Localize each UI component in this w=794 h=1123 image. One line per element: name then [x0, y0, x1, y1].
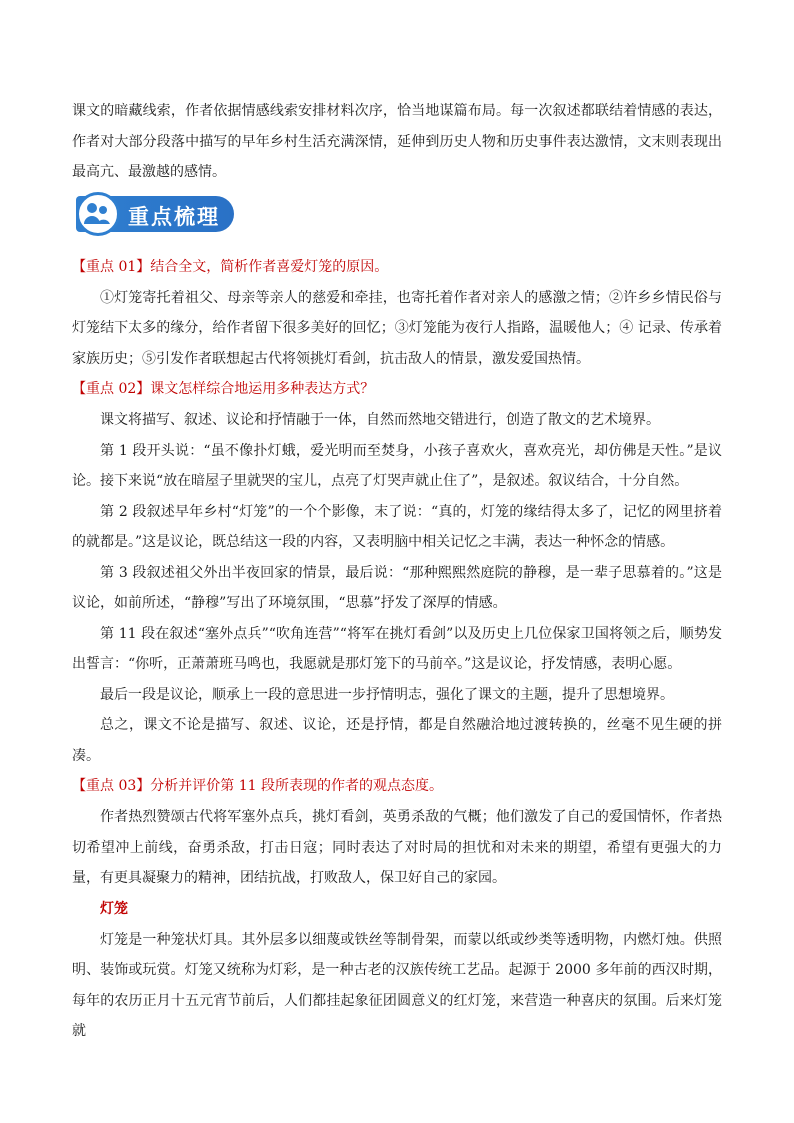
- section-badge: [72, 190, 722, 242]
- key-point-tag: 【重点 03】: [72, 778, 151, 794]
- key-point-03: [72, 771, 722, 802]
- key-point-question: 分析并评价第 11 段所表现的作者的观点态度。: [150, 778, 443, 794]
- answer-paragraph: 课文将描写、叙述、议论和抒情融于一体，自然而然地交错进行，创造了散文的艺术境界。: [100, 412, 660, 428]
- answer-paragraph: ①灯笼寄托着祖父、母亲等亲人的慈爱和牵挂，也寄托着作者对亲人的感激之情；②许乡乡情民俗与灯笼结下太多的缘分，给作者留下很多美好的回忆；③灯笼能为夜行人指路，温暖他人；④ 记录、传承着家族历史；⑤引发作者联想起古代将领挑灯看剑，抗击敌人的情景，激发爱国热情。: [72, 289, 722, 367]
- intro-paragraph: 课文的暗藏线索，作者依据情感线索安排材料次序，恰当地谋篇布局。每一次叙述都联结着情感的表达，作者对大部分段落中描写的早年乡村生活充满深情，延伸到历史人物和历史事件表达激情，文末则表现出最高亢、最激越的感情。: [72, 103, 722, 180]
- key-point-tag: 【重点 01】: [72, 258, 151, 275]
- answer-paragraph: 第 3 段叙述祖父外出半夜回家的情景，最后说：“那种熙熙然庭院的静穆，是一辈子思慕着的。”这是议论，如前所述，“静穆”写出了环境氛围，“思慕”抒发了深厚的情感。: [72, 564, 722, 611]
- key-point-01: [72, 252, 722, 283]
- answer-paragraph: 最后一段是议论，顺承上一段的意思进一步抒情明志，强化了课文的主题，提升了思想境界。: [100, 686, 674, 703]
- answer-paragraph: 第 1 段开头说：“虽不像扑灯蛾，爱光明而至焚身，小孩子喜欢火，喜欢亮光，却仿佛是天性。”是议论。接下来说“放在暗屋子里就哭的宝儿，点亮了灯哭声就止住了”，是叙述。叙议结合，十分自然。: [72, 442, 722, 489]
- key-point-question: 结合全文，简析作者喜爱灯笼的原因。: [150, 258, 389, 275]
- extra-paragraph: 灯笼是一种笼状灯具。其外层多以细蔑或铁丝等制骨架，而蒙以纸或纱类等透明物，内燃灯烛。供照明、装饰或玩赏。灯笼又统称为灯彩，是一种古老的汉族传统工艺品。起源于 2000 多年前的西汉时期，每年的农历正月十五元宵节前后，人们都挂起象征团圆意义的红灯笼，来营造一种喜庆的氛围。后来灯笼就: [72, 931, 722, 1039]
- extra-title: 灯笼: [100, 900, 128, 917]
- section-title: 重点梳理: [128, 204, 220, 229]
- answer-paragraph: 第 11 段在叙述“塞外点兵”“吹角连营”“将军在挑灯看剑”以及历史上几位保家卫国将领之后，顺势发出誓言：“你听，正萧萧班马鸣也，我愿就是那灯笼下的马前卒。”这是议论，抒发情感，表明心愿。: [72, 625, 722, 672]
- answer-paragraph: 总之，课文不论是描写、叙述、议论，还是抒情，都是自然融洽地过渡转换的，丝毫不见生硬的拼凑。: [72, 717, 722, 764]
- answer-paragraph: 作者热烈赞颂古代将军塞外点兵，挑灯看剑，英勇杀敌的气概；他们激发了自己的爱国情怀，作者热切希望冲上前线，奋勇杀敌，打击日寇；同时表达了对时局的担忧和对未来的期望，希望有更强大的力量，有更具凝聚力的精神，团结抗战，打败敌人，保卫好自己的家园。: [72, 809, 722, 886]
- answer-paragraph: 第 2 段叙述早年乡村“灯笼”的一个个影像，末了说：“真的，灯笼的缘结得太多了，记忆的网里挤着的就都是。”这是议论，既总结这一段的内容，又表明脑中相关记忆之丰满，表达一种怀念的情感。: [72, 503, 722, 550]
- document-page: [72, 96, 722, 1047]
- key-point-question: 课文怎样综合地运用多种表达方式？: [150, 381, 375, 397]
- key-point-tag: 【重点 02】: [72, 381, 151, 397]
- people-icon: [76, 192, 120, 236]
- key-point-02: [72, 374, 722, 405]
